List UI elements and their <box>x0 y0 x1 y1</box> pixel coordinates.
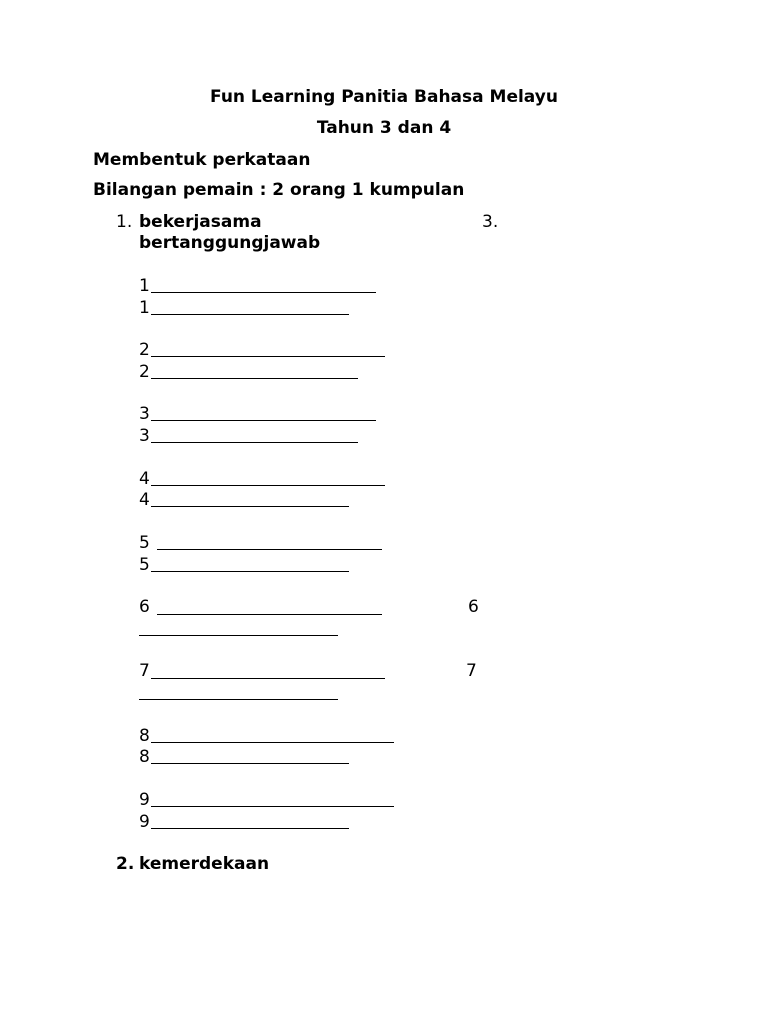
blank-label: 7 <box>139 661 150 681</box>
answer-line <box>151 356 385 357</box>
answer-line <box>151 806 394 807</box>
blank-label: 2 <box>139 340 150 360</box>
answer-line <box>151 742 394 743</box>
blank-label: 1 <box>139 298 150 318</box>
answer-line <box>151 420 376 421</box>
blank-label: 5 <box>139 533 150 553</box>
blank-label: 4 <box>139 490 150 510</box>
blank-label: 6 <box>468 597 479 617</box>
item-1-word: bekerjasama <box>139 212 262 232</box>
answer-line <box>157 614 382 615</box>
item-3-word: bertanggungjawab <box>139 233 321 253</box>
item-2-word: kemerdekaan <box>139 854 270 874</box>
blank-label: 8 <box>139 726 150 746</box>
blank-label: 3 <box>139 404 150 424</box>
answer-line <box>151 678 385 679</box>
blank-label: 4 <box>139 469 150 489</box>
item-3-marker: 3. <box>482 212 499 232</box>
blank-label: 9 <box>139 790 150 810</box>
answer-line <box>151 763 349 764</box>
blank-label: 7 <box>466 661 477 681</box>
blank-label: 2 <box>139 362 150 382</box>
answer-line <box>151 571 349 572</box>
answer-line <box>139 699 338 700</box>
document-subtitle: Tahun 3 dan 4 <box>316 118 452 138</box>
blank-label: 1 <box>139 276 150 296</box>
document-title: Fun Learning Panitia Bahasa Melayu <box>210 87 558 107</box>
answer-line <box>151 378 358 379</box>
item-1-marker: 1. <box>116 212 133 232</box>
blank-label: 6 <box>139 597 150 617</box>
answer-line <box>157 549 382 550</box>
answer-line <box>151 485 385 486</box>
answer-line <box>151 828 349 829</box>
answer-line <box>139 635 338 636</box>
answer-line <box>151 506 349 507</box>
answer-line <box>151 314 349 315</box>
answer-line <box>151 442 358 443</box>
section-heading: Membentuk perkataan <box>93 150 311 170</box>
answer-line <box>151 292 376 293</box>
blank-label: 5 <box>139 555 150 575</box>
blank-label: 8 <box>139 747 150 767</box>
players-info: Bilangan pemain : 2 orang 1 kumpulan <box>93 180 465 200</box>
blank-label: 3 <box>139 426 150 446</box>
item-2-marker: 2. <box>116 854 135 874</box>
blank-label: 9 <box>139 812 150 832</box>
